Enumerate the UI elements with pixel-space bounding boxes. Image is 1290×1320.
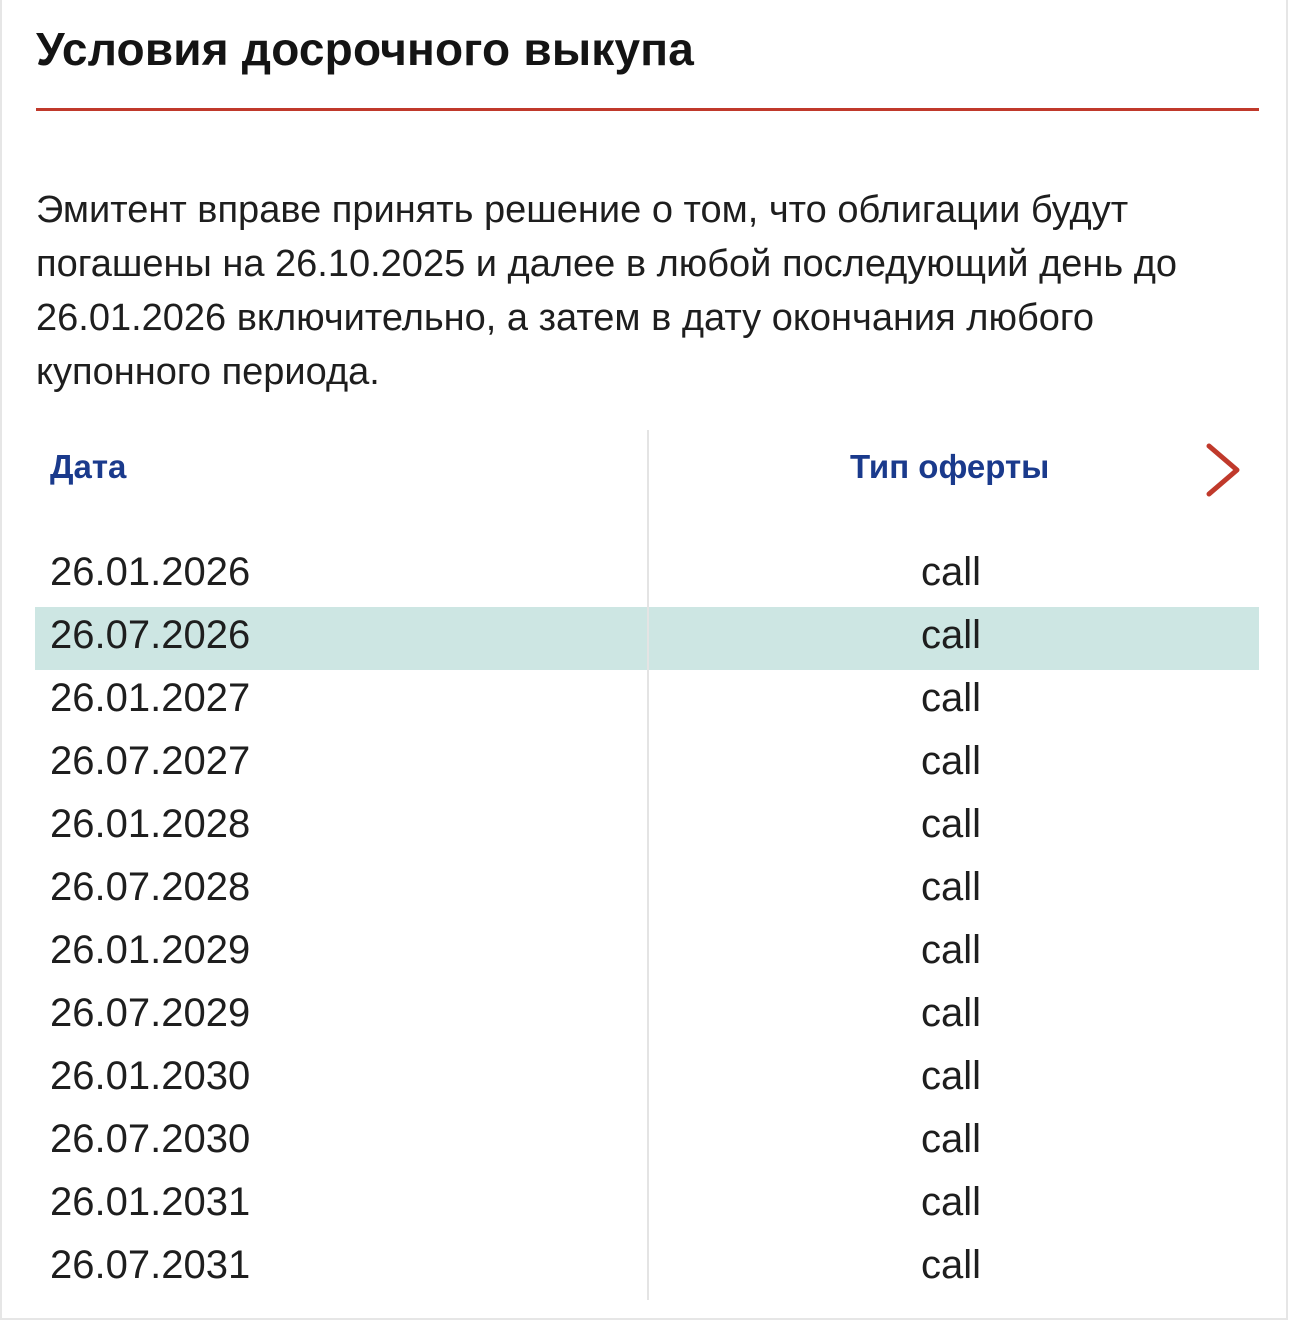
- cell-date: 26.07.2030: [50, 1117, 251, 1161]
- cell-date: 26.07.2026: [50, 613, 251, 657]
- cell-date: 26.07.2031: [50, 1243, 251, 1287]
- cell-offer-type: call: [921, 1054, 982, 1098]
- cell-date: 26.01.2031: [50, 1180, 251, 1224]
- column-header-offer-type[interactable]: Тип оферты: [850, 448, 1050, 485]
- cell-date: 26.01.2026: [50, 550, 251, 594]
- offers-table: [35, 430, 1259, 1306]
- cell-offer-type: call: [921, 676, 982, 720]
- cell-offer-type: call: [921, 1180, 982, 1224]
- cell-offer-type: call: [921, 739, 982, 783]
- column-divider: [647, 430, 649, 1300]
- cell-offer-type: call: [921, 802, 982, 846]
- cell-offer-type: call: [921, 865, 982, 909]
- cell-offer-type: call: [921, 613, 982, 657]
- cell-offer-type: call: [921, 991, 982, 1035]
- title-divider: [36, 108, 1259, 111]
- cell-date: 26.01.2028: [50, 802, 251, 846]
- chevron-right-icon[interactable]: [1201, 442, 1245, 498]
- cell-date: 26.07.2029: [50, 991, 251, 1035]
- section-description: Эмитент вправе принять решение о том, что облигации будут погашены на 26.10.2025 и далее в любой последующий день до 26.01.2026 включительно, а затем в дату окончания любого купонного периода.: [36, 189, 1178, 393]
- cell-date: 26.07.2028: [50, 865, 251, 909]
- cell-offer-type: call: [921, 1117, 982, 1161]
- cell-offer-type: call: [921, 550, 982, 594]
- cell-date: 26.01.2029: [50, 928, 251, 972]
- cell-date: 26.01.2027: [50, 676, 251, 720]
- section-title: Условия досрочного выкупа: [36, 23, 695, 75]
- cell-offer-type: call: [921, 928, 982, 972]
- cell-offer-type: call: [921, 1243, 982, 1287]
- cell-date: 26.07.2027: [50, 739, 251, 783]
- cell-date: 26.01.2030: [50, 1054, 251, 1098]
- column-header-date[interactable]: Дата: [50, 448, 127, 485]
